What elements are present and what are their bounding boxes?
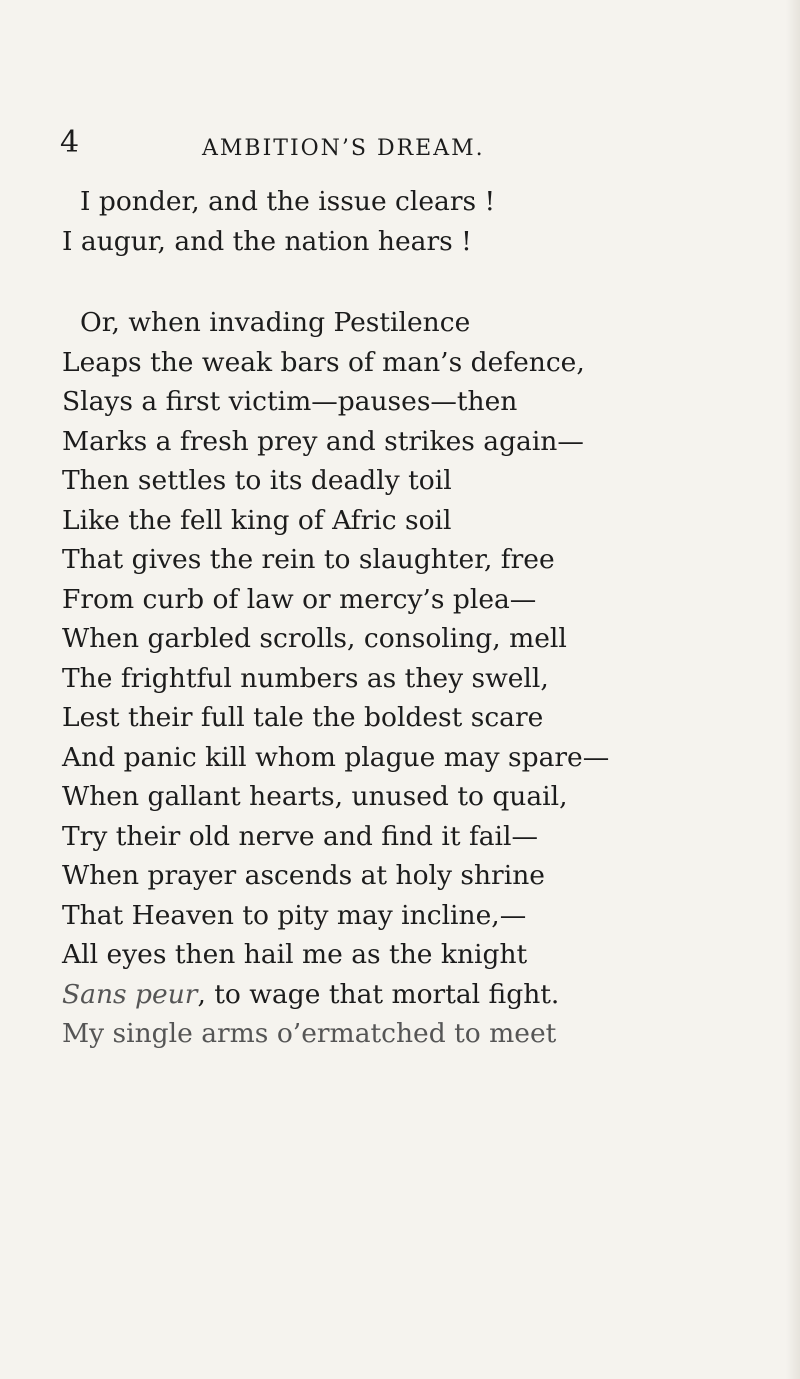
poem-line: The frightful numbers as they swell, — [62, 662, 549, 694]
poem-line: When prayer ascends at holy shrine — [62, 860, 545, 891]
poem-body — [62, 182, 782, 1054]
poem-line: All eyes then hail me as the knight — [62, 939, 528, 970]
poem-line: Marks a fresh prey and strikes again— — [62, 425, 584, 457]
poem-line: Lest their full tale the boldest scare — [62, 702, 544, 733]
page-number: 4 — [60, 125, 80, 160]
poem-line: Then settles to its deadly toil — [62, 465, 452, 496]
running-title: AMBITION’S DREAM. — [202, 136, 485, 161]
poem-line-sans-peur — [62, 975, 782, 1015]
poem-line: Like the fell king of Afric soil — [62, 504, 452, 536]
poem-line: When garbled scrolls, consoling, mell — [62, 623, 567, 654]
poem-line: From curb of law or mercy’s plea— — [62, 583, 537, 615]
stanza-break — [62, 261, 782, 303]
page-edge-shadow — [786, 0, 800, 1379]
sans-peur-rest: , to wage that mortal fight. — [197, 978, 560, 1010]
poem-line: And panic kill whom plague may spare— — [62, 741, 610, 773]
poem-line: I augur, and the nation hears ! — [62, 225, 472, 257]
poem-line: That gives the rein to slaughter, free — [62, 544, 555, 575]
poem-line-last: My single arms o’ermatched to meet — [62, 1018, 557, 1049]
poem-line: Slays a first victim—pauses—then — [62, 386, 518, 417]
poem-line: Or, when invading Pestilence — [80, 307, 471, 338]
poem-line: That Heaven to pity may incline,— — [62, 899, 527, 931]
poem-line: Leaps the weak bars of man’s defence, — [62, 346, 585, 378]
poem-line: Try their old nerve and find it fail— — [62, 820, 539, 852]
sans-peur-italic: Sans peur — [62, 978, 198, 1010]
poem-line: I ponder, and the issue clears ! — [80, 186, 496, 217]
poem-line: When gallant hearts, unused to quail, — [62, 781, 568, 812]
